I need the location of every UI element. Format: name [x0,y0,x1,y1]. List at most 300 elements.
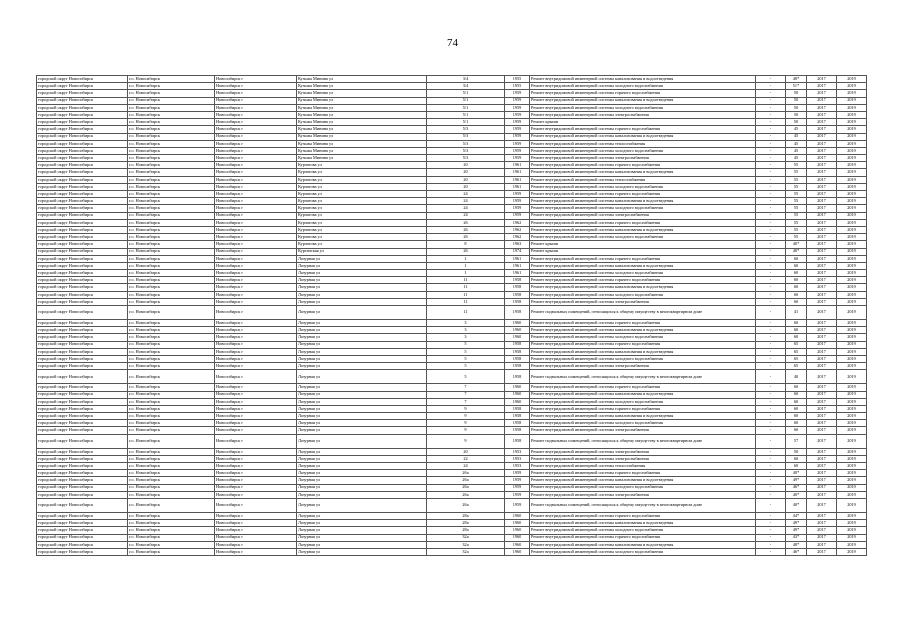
house-cell: 26а [427,484,505,491]
street-cell: Лазурная ул [297,527,427,534]
start-year-cell: 2017 [807,484,837,491]
go-cell: г.о. Новосибирск [128,162,215,169]
start-year-cell: 2017 [807,477,837,484]
street-cell: Лазурная ул [297,427,427,434]
city-cell: Новосибирск г [215,334,297,341]
work-type-cell: Ремонт крыши [530,248,756,255]
end-year-cell: 2019 [837,133,867,140]
table-row [37,291,867,298]
table-row [37,219,867,226]
table-row [37,341,867,348]
okrug-cell: городской округ Новосибирск [37,111,128,118]
go-cell: г.о. Новосибирск [128,548,215,555]
work-type-cell: Ремонт внутридомовой инженерной системы канализования и водоотведения [530,541,756,548]
street-cell: Лазурная ул [297,262,427,269]
okrug-cell: городской округ Новосибирск [37,548,128,555]
count-cell: 55 [786,169,807,176]
build-year-cell: 1974 [505,248,530,255]
house-cell: 5/1 [427,111,505,118]
build-year-cell: 1960 [505,548,530,555]
city-cell: Новосибирск г [215,126,297,133]
end-year-cell: 2019 [837,205,867,212]
okrug-cell: городской округ Новосибирск [37,90,128,97]
street-cell: Курчатова ул [297,162,427,169]
city-cell: Новосибирск г [215,248,297,255]
go-cell: г.о. Новосибирск [128,355,215,362]
build-year-cell: 1959 [505,477,530,484]
house-cell: 5/3 [427,147,505,154]
dash-cell: - [756,320,786,327]
dash-cell: - [756,133,786,140]
go-cell: г.о. Новосибирск [128,320,215,327]
go-cell: г.о. Новосибирск [128,277,215,284]
dash-cell: - [756,226,786,233]
city-cell: Новосибирск г [215,391,297,398]
city-cell: Новосибирск г [215,341,297,348]
work-type-cell: Ремонт крыши [530,119,756,126]
go-cell: г.о. Новосибирск [128,198,215,205]
end-year-cell: 2019 [837,391,867,398]
okrug-cell: городской округ Новосибирск [37,298,128,305]
work-type-cell: Ремонт внутридомовой инженерной системы канализования и водоотведения [530,284,756,291]
start-year-cell: 2017 [807,391,837,398]
house-cell: 3 [427,320,505,327]
work-type-cell: Ремонт внутридомовой инженерной системы канализования и водоотведения [530,76,756,83]
city-cell: Новосибирск г [215,176,297,183]
city-cell: Новосибирск г [215,363,297,370]
go-cell: г.о. Новосибирск [128,463,215,470]
okrug-cell: городской округ Новосибирск [37,398,128,405]
dash-cell: - [756,470,786,477]
street-cell: Лазурная ул [297,405,427,412]
count-cell: 60 [786,320,807,327]
okrug-cell: городской округ Новосибирск [37,363,128,370]
dash-cell: - [756,234,786,241]
work-type-cell: Ремонт внутридомовой инженерной системы горячего водоснабжения [530,90,756,97]
work-type-cell: Ремонт внутридомовой инженерной системы канализования и водоотведения [530,262,756,269]
work-type-cell: Ремонт внутридомовой инженерной системы канализования и водоотведения [530,198,756,205]
end-year-cell: 2019 [837,140,867,147]
dash-cell: - [756,284,786,291]
end-year-cell: 2019 [837,234,867,241]
end-year-cell: 2019 [837,298,867,305]
build-year-cell: 1959 [505,212,530,219]
count-cell: 50 [786,104,807,111]
city-cell: Новосибирск г [215,226,297,233]
table-row [37,162,867,169]
dash-cell: - [756,176,786,183]
start-year-cell: 2017 [807,76,837,83]
end-year-cell: 2019 [837,348,867,355]
table-row [37,140,867,147]
go-cell: г.о. Новосибирск [128,341,215,348]
build-year-cell: 1958 [505,298,530,305]
table-row [37,484,867,491]
street-cell: Курчатова ул [297,191,427,198]
work-type-cell: Ремонт внутридомовой инженерной системы канализования и водоотведения [530,169,756,176]
work-type-cell: Ремонт внутридомовой инженерной системы электроснабжения [530,427,756,434]
table-row [37,155,867,162]
street-cell: Лазурная ул [297,484,427,491]
end-year-cell: 2019 [837,434,867,448]
table-row [37,226,867,233]
count-cell: 60 [786,413,807,420]
table-row [37,76,867,83]
go-cell: г.о. Новосибирск [128,512,215,519]
go-cell: г.о. Новосибирск [128,262,215,269]
dash-cell: - [756,126,786,133]
count-cell: 46* [786,484,807,491]
city-cell: Новосибирск г [215,534,297,541]
start-year-cell: 2017 [807,455,837,462]
build-year-cell: 1963 [505,241,530,248]
house-cell: 1 [427,270,505,277]
count-cell: 60 [786,398,807,405]
work-type-cell: Ремонт внутридомовой инженерной системы электроснабжения [530,298,756,305]
go-cell: г.о. Новосибирск [128,306,215,320]
okrug-cell: городской округ Новосибирск [37,241,128,248]
count-cell: 57 [786,434,807,448]
end-year-cell: 2019 [837,119,867,126]
go-cell: г.о. Новосибирск [128,491,215,498]
dash-cell: - [756,413,786,420]
start-year-cell: 2017 [807,427,837,434]
street-cell: Лазурная ул [297,491,427,498]
start-year-cell: 2017 [807,241,837,248]
table-row [37,90,867,97]
table-row [37,234,867,241]
dash-cell: - [756,97,786,104]
okrug-cell: городской округ Новосибирск [37,83,128,90]
work-type-cell: Ремонт внутридомовой инженерной системы горячего водоснабжения [530,534,756,541]
end-year-cell: 2019 [837,241,867,248]
dash-cell: - [756,212,786,219]
table-row [37,520,867,527]
go-cell: г.о. Новосибирск [128,147,215,154]
build-year-cell: 1961 [505,162,530,169]
count-cell: 45 [786,155,807,162]
work-type-cell: Ремонт внутридомовой инженерной системы канализования и водоотведения [530,413,756,420]
dash-cell: - [756,527,786,534]
okrug-cell: городской округ Новосибирск [37,327,128,334]
dash-cell: - [756,147,786,154]
build-year-cell: 1959 [505,140,530,147]
dash-cell: - [756,448,786,455]
city-cell: Новосибирск г [215,498,297,512]
city-cell: Новосибирск г [215,484,297,491]
start-year-cell: 2017 [807,212,837,219]
end-year-cell: 2019 [837,176,867,183]
house-cell: 26 [427,219,505,226]
start-year-cell: 2017 [807,255,837,262]
work-type-cell: Ремонт внутридомовой инженерной системы электроснабжения [530,491,756,498]
street-cell: Лазурная ул [297,334,427,341]
city-cell: Новосибирск г [215,420,297,427]
start-year-cell: 2017 [807,355,837,362]
build-year-cell: 1958 [505,341,530,348]
start-year-cell: 2017 [807,534,837,541]
city-cell: Новосибирск г [215,284,297,291]
work-type-cell: Ремонт внутридомовой инженерной системы теплоснабжения [530,140,756,147]
build-year-cell: 1960 [505,391,530,398]
street-cell: Лазурная ул [297,455,427,462]
table-row [37,463,867,470]
work-type-cell: Ремонт внутридомовой инженерной системы холодного водоснабжения [530,234,756,241]
dash-cell: - [756,111,786,118]
work-type-cell: Ремонт внутридомовой инженерной системы канализования и водоотведения [530,477,756,484]
street-cell: Лазурная ул [297,348,427,355]
start-year-cell: 2017 [807,277,837,284]
city-cell: Новосибирск г [215,205,297,212]
start-year-cell: 2017 [807,191,837,198]
end-year-cell: 2019 [837,413,867,420]
table-row [37,262,867,269]
city-cell: Новосибирск г [215,111,297,118]
street-cell: Курчатова ул [297,234,427,241]
go-cell: г.о. Новосибирск [128,327,215,334]
end-year-cell: 2019 [837,198,867,205]
table-row [37,176,867,183]
city-cell: Новосибирск г [215,520,297,527]
dash-cell: - [756,334,786,341]
okrug-cell: городской округ Новосибирск [37,413,128,420]
work-type-cell: Ремонт внутридомовой инженерной системы горячего водоснабжения [530,277,756,284]
build-year-cell: 1960 [505,534,530,541]
okrug-cell: городской округ Новосибирск [37,205,128,212]
end-year-cell: 2019 [837,262,867,269]
start-year-cell: 2017 [807,133,837,140]
go-cell: г.о. Новосибирск [128,155,215,162]
end-year-cell: 2019 [837,405,867,412]
start-year-cell: 2017 [807,205,837,212]
start-year-cell: 2017 [807,548,837,555]
work-type-cell: Ремонт внутридомовой инженерной системы холодного водоснабжения [530,398,756,405]
city-cell: Новосибирск г [215,162,297,169]
dash-cell: - [756,477,786,484]
count-cell: 55 [786,205,807,212]
street-cell: Курчатова ул [297,176,427,183]
start-year-cell: 2017 [807,320,837,327]
start-year-cell: 2017 [807,384,837,391]
build-year-cell: 1959 [505,470,530,477]
count-cell: 55 [786,198,807,205]
end-year-cell: 2019 [837,341,867,348]
build-year-cell: 1955 [505,83,530,90]
build-year-cell: 1961 [505,270,530,277]
okrug-cell: городской округ Новосибирск [37,226,128,233]
okrug-cell: городской округ Новосибирск [37,341,128,348]
work-type-cell: Ремонт внутридомовой инженерной системы холодного водоснабжения [530,205,756,212]
end-year-cell: 2019 [837,226,867,233]
street-cell: Курганская ул [297,248,427,255]
count-cell: 50 [786,90,807,97]
go-cell: г.о. Новосибирск [128,334,215,341]
work-type-cell: Ремонт внутридомовой инженерной системы холодного водоснабжения [530,420,756,427]
count-cell: 60 [786,455,807,462]
build-year-cell: 1960 [505,541,530,548]
start-year-cell: 2017 [807,491,837,498]
build-year-cell: 1958 [505,291,530,298]
count-cell: 43* [786,534,807,541]
city-cell: Новосибирск г [215,527,297,534]
okrug-cell: городской округ Новосибирск [37,420,128,427]
dash-cell: - [756,484,786,491]
dash-cell: - [756,520,786,527]
build-year-cell: 1958 [505,427,530,434]
start-year-cell: 2017 [807,363,837,370]
end-year-cell: 2019 [837,534,867,541]
house-cell: 9 [427,434,505,448]
count-cell: 55 [786,162,807,169]
okrug-cell: городской округ Новосибирск [37,391,128,398]
build-year-cell: 1953 [505,455,530,462]
street-cell: Лазурная ул [297,277,427,284]
end-year-cell: 2019 [837,183,867,190]
dash-cell: - [756,76,786,83]
okrug-cell: городской округ Новосибирск [37,512,128,519]
build-year-cell: 1960 [505,512,530,519]
dash-cell: - [756,90,786,97]
okrug-cell: городской округ Новосибирск [37,348,128,355]
table-row [37,126,867,133]
count-cell: 65 [786,363,807,370]
table-row [37,147,867,154]
build-year-cell: 1962 [505,219,530,226]
go-cell: г.о. Новосибирск [128,191,215,198]
build-year-cell: 1959 [505,147,530,154]
street-cell: Кузьмы Минина ул [297,97,427,104]
start-year-cell: 2017 [807,370,837,384]
house-cell: 26а [427,470,505,477]
build-year-cell: 1958 [505,277,530,284]
start-year-cell: 2017 [807,234,837,241]
work-type-cell: Ремонт внутридомовой инженерной системы холодного водоснабжения [530,334,756,341]
end-year-cell: 2019 [837,398,867,405]
city-cell: Новосибирск г [215,83,297,90]
city-cell: Новосибирск г [215,97,297,104]
okrug-cell: городской округ Новосибирск [37,541,128,548]
table-row [37,205,867,212]
go-cell: г.о. Новосибирск [128,76,215,83]
city-cell: Новосибирск г [215,512,297,519]
table-row [37,277,867,284]
house-cell: 26 [427,234,505,241]
work-type-cell: Ремонт внутридомовой инженерной системы горячего водоснабжения [530,405,756,412]
go-cell: г.о. Новосибирск [128,270,215,277]
table-row [37,491,867,498]
end-year-cell: 2019 [837,169,867,176]
table-row [37,191,867,198]
work-type-cell: Ремонт внутридомовой инженерной системы горячего водоснабжения [530,320,756,327]
dash-cell: - [756,140,786,147]
work-type-cell: Ремонт внутридомовой инженерной системы электроснабжения [530,212,756,219]
dash-cell: - [756,198,786,205]
go-cell: г.о. Новосибирск [128,90,215,97]
table-row [37,427,867,434]
work-type-cell: Ремонт внутридомовой инженерной системы горячего водоснабжения [530,162,756,169]
street-cell: Лазурная ул [297,384,427,391]
start-year-cell: 2017 [807,448,837,455]
okrug-cell: городской округ Новосибирск [37,534,128,541]
work-type-cell: Ремонт подвальных помещений, относящихся к общему имуществу в многоквартирном доме [530,306,756,320]
house-cell: 26а [427,491,505,498]
start-year-cell: 2017 [807,463,837,470]
street-cell: Курчатова ул [297,169,427,176]
work-type-cell: Ремонт внутридомовой инженерной системы электроснабжения [530,155,756,162]
okrug-cell: городской округ Новосибирск [37,277,128,284]
count-cell: 40 [786,370,807,384]
go-cell: г.о. Новосибирск [128,405,215,412]
go-cell: г.о. Новосибирск [128,226,215,233]
city-cell: Новосибирск г [215,491,297,498]
end-year-cell: 2019 [837,520,867,527]
go-cell: г.о. Новосибирск [128,111,215,118]
table-row [37,327,867,334]
street-cell: Лазурная ул [297,477,427,484]
street-cell: Кузьмы Минина ул [297,104,427,111]
dash-cell: - [756,262,786,269]
count-cell: 40* [786,470,807,477]
city-cell: Новосибирск г [215,348,297,355]
build-year-cell: 1960 [505,334,530,341]
start-year-cell: 2017 [807,97,837,104]
okrug-cell: городской округ Новосибирск [37,355,128,362]
house-cell: 20 [427,162,505,169]
dash-cell: - [756,548,786,555]
city-cell: Новосибирск г [215,413,297,420]
work-type-cell: Ремонт внутридомовой инженерной системы канализования и водоотведения [530,133,756,140]
okrug-cell: городской округ Новосибирск [37,97,128,104]
table-row [37,448,867,455]
count-cell: 50 [786,448,807,455]
okrug-cell: городской округ Новосибирск [37,334,128,341]
start-year-cell: 2017 [807,262,837,269]
street-cell: Лазурная ул [297,341,427,348]
count-cell: 60 [786,298,807,305]
house-cell: 26а [427,498,505,512]
dash-cell: - [756,241,786,248]
okrug-cell: городской округ Новосибирск [37,234,128,241]
count-cell: 60 [786,391,807,398]
build-year-cell: 1960 [505,327,530,334]
end-year-cell: 2019 [837,111,867,118]
end-year-cell: 2019 [837,320,867,327]
house-cell: 24 [427,191,505,198]
house-cell: 26 [427,226,505,233]
okrug-cell: городской округ Новосибирск [37,427,128,434]
start-year-cell: 2017 [807,169,837,176]
work-type-cell: Ремонт крыши [530,241,756,248]
house-cell: 1 [427,255,505,262]
go-cell: г.о. Новосибирск [128,234,215,241]
count-cell: 49* [786,477,807,484]
table-row [37,198,867,205]
work-type-cell: Ремонт внутридомовой инженерной системы электроснабжения [530,448,756,455]
street-cell: Лазурная ул [297,306,427,320]
start-year-cell: 2017 [807,126,837,133]
end-year-cell: 2019 [837,255,867,262]
work-type-cell: Ремонт внутридомовой инженерной системы горячего водоснабжения [530,191,756,198]
start-year-cell: 2017 [807,270,837,277]
build-year-cell: 1958 [505,306,530,320]
house-cell: 20 [427,448,505,455]
go-cell: г.о. Новосибирск [128,169,215,176]
dash-cell: - [756,162,786,169]
build-year-cell: 1958 [505,348,530,355]
count-cell: 48* [786,76,807,83]
work-type-cell: Ремонт внутридомовой инженерной системы горячего водоснабжения [530,341,756,348]
go-cell: г.о. Новосибирск [128,541,215,548]
